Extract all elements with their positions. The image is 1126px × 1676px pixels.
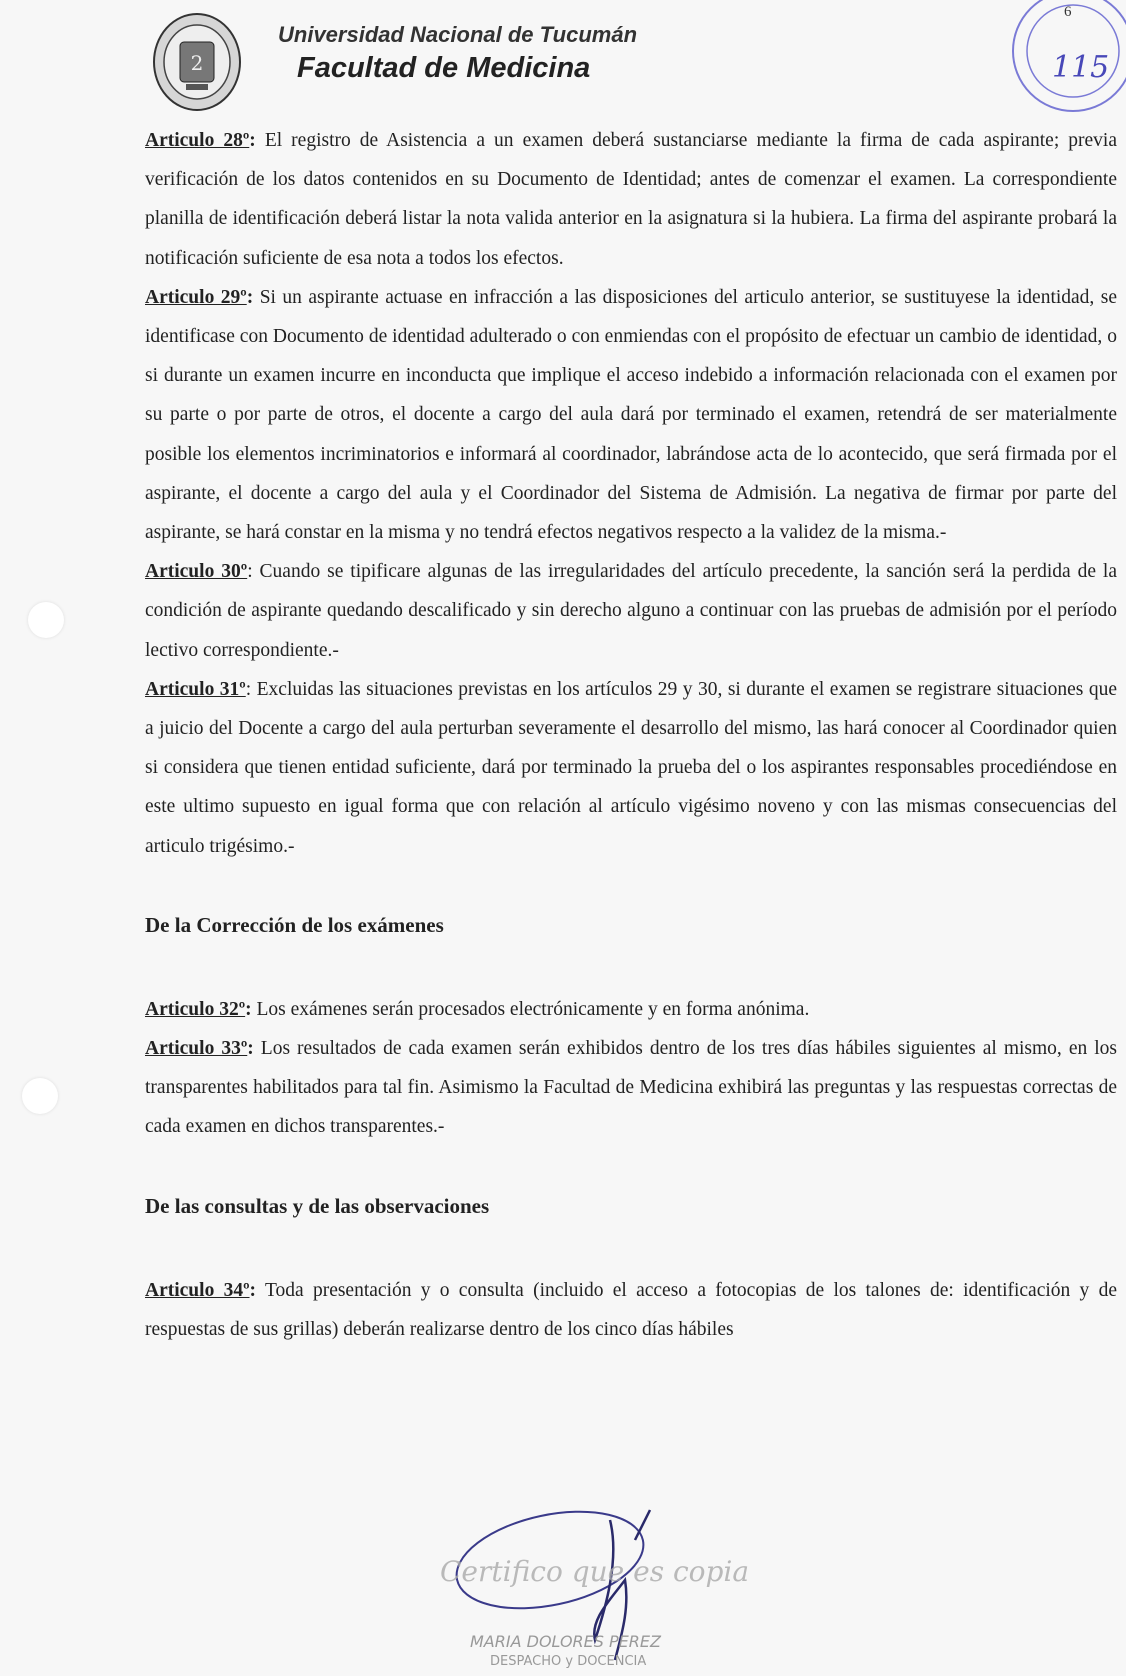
article-text: El registro de Asistencia a un examen deberá sustanciarse mediante la firma de cada aspirante; previa verificación de los datos contenidos en su Documento de Identidad; antes de comenzar el examen. La correspondiente planilla de identificación deberá listar la nota valida anterior en la asignatura si la hubiera. La firma del aspirante probará la notificación suficiente de esa nota a todos los efectos. bbox=[145, 130, 1117, 269]
faculty-name: Facultad de Medicina bbox=[297, 52, 591, 84]
article-text: Los resultados de cada examen serán exhibidos dentro de los tres días hábiles siguientes al mismo, en los transparentes habilitados para tal fin. Asimismo la Facultad de Medicina exhibirá las preguntas y las respuestas correctas de cada examen en dichos transparentes.- bbox=[145, 1038, 1117, 1138]
article-29: Articulo 29º: Si un aspirante actuase en infracción a las disposiciones del articulo anterior, se sustituyese la identidad, se identificase con Documento de identidad adulterado o con enmiendas con el propósito de efectuar un cambio de identidad, o si durante un examen incurre en inconducta que implique el acceso indebido a información relacionada con el examen por su parte o por parte de otros, el docente a cargo del aula dará por terminado el examen, retendrá de ser materialmente posible los elementos incriminatorios e informará al coordinador, labrándose acta de lo acontecido, que será firmada por el aspirante, el docente a cargo del aula y el Coordinador del Sistema de Admisión. La negativa de firmar por parte del aspirante, se hará constar en la misma y no tendrá efectos negativos respecto a la validez de la misma.- bbox=[145, 286, 1118, 544]
article-label: Articulo 30º bbox=[145, 561, 248, 583]
university-name: Universidad Nacional de Tucumán bbox=[278, 22, 638, 47]
article-label: Articulo 32º bbox=[145, 998, 246, 1020]
section-heading-correccion: De la Corrección de los exámenes bbox=[145, 912, 444, 937]
article-30: Articulo 30º: Cuando se tipificare algunas de las irregularidades del artículo precedente, la sanción será la perdida de la condición de aspirante quedando descalificado y sin derecho alguno a continuar con las pruebas de admisión por el período lectivo correspondiente.- bbox=[145, 561, 1117, 661]
article-text: Toda presentación y o consulta (incluido el acceso a fotocopias de los talones de: identificación y de respuestas de sus grillas) deberán realizarse dentro de los cinco días hábiles bbox=[145, 1279, 1117, 1340]
official-name-stamp: MARIA DOLORES PEREZ bbox=[470, 1632, 661, 1651]
article-33: Articulo 33º: Los resultados de cada examen serán exhibidos dentro de los tres días hábiles siguientes al mismo, en los transparentes habilitados para tal fin. Asimismo la Facultad de Medicina exhibirá las preguntas y las respuestas correctas de cada examen en dichos transparentes.- bbox=[145, 1038, 1117, 1138]
article-28: Articulo 28º: El registro de Asistencia a un examen deberá sustanciarse mediante la firma de cada aspirante; previa verificación de los datos contenidos en su Documento de Identidad; antes de comenzar el examen. La correspondiente planilla de identificación deberá listar la nota valida anterior en la asignatura si la hubiera. La firma del aspirante probará la notificación suficiente de esa nota a todos los efectos. bbox=[145, 130, 1117, 269]
article-label: Articulo 33º bbox=[145, 1038, 248, 1060]
document-body bbox=[145, 121, 1117, 1349]
article-label: Articulo 28º bbox=[145, 130, 250, 151]
section-heading-consultas: De las consultas y de las observaciones bbox=[145, 1193, 490, 1218]
article-text: Excluidas las situaciones previstas en los artículos 29 y 30, si durante el examen se registrare situaciones que a juicio del Docente a cargo del aula perturban severamente el desarrollo del mismo, las hará conocer al Coordinador quien si considera que tienen entidad suficiente, dará por terminado la prueba del o los aspirantes responsables procediéndose en este ultimo supuesto en igual forma que con relación al artículo vigésimo noveno y con las mismas consecuencias del articulo trigésimo.- bbox=[145, 678, 1117, 857]
svg-text:2: 2 bbox=[190, 51, 204, 75]
article-label: Articulo 34º bbox=[145, 1279, 250, 1301]
page-corner-number: 6 bbox=[1064, 4, 1072, 20]
punch-hole-upper bbox=[28, 602, 64, 638]
stamp-folio-number: 115 bbox=[1052, 50, 1110, 85]
article-31: Articulo 31º: Excluidas las situaciones previstas en los artículos 29 y 30, si durante el examen se registrare situaciones que a juicio del Docente a cargo del aula perturban severamente el desarrollo del mismo, las hará conocer al Coordinador quien si considera que tienen entidad suficiente, dará por terminado la prueba del o los aspirantes responsables procediéndose en este ultimo supuesto en igual forma que con relación al artículo vigésimo noveno y con las mismas consecuencias del articulo trigésimo.- bbox=[145, 678, 1117, 857]
punch-hole-lower bbox=[22, 1078, 58, 1114]
article-32: Articulo 32º: Los exámenes serán procesados electrónicamente y en forma anónima. bbox=[145, 998, 810, 1020]
article-label: Articulo 29º bbox=[145, 286, 247, 308]
university-seal-icon bbox=[152, 12, 242, 112]
article-text: Si un aspirante actuase en infracción a las disposiciones del articulo anterior, se sustituyese la identidad, se identificase con Documento de identidad adulterado o con enmiendas con el propósito de efectuar un cambio de identidad, o si durante un examen incurre en inconducta que implique el acceso indebido a información relacionada con el examen por su parte o por parte de otros, el docente a cargo del aula dará por terminado el examen, retendrá de ser materialmente posible los elementos incriminatorios e informará al coordinador, labrándose acta de lo acontecido, que será firmada por el aspirante, el docente a cargo del aula y el Coordinador del Sistema de Admisión. La negativa de firmar por parte del aspirante, se hará constar en la misma y no tendrá efectos negativos respecto a la validez de la misma.- bbox=[145, 286, 1118, 544]
article-text: Cuando se tipificare algunas de las irregularidades del artículo precedente, la sanción será la perdida de la condición de aspirante quedando descalificado y sin derecho alguno a continuar con las pruebas de admisión por el período lectivo correspondiente.- bbox=[145, 561, 1117, 661]
article-text: Los exámenes serán procesados electrónicamente y en forma anónima. bbox=[256, 998, 810, 1020]
letterhead bbox=[0, 0, 1126, 125]
department-stamp: DESPACHO y DOCENCIA bbox=[490, 1654, 647, 1669]
article-34: Articulo 34º: Toda presentación y o consulta (incluido el acceso a fotocopias de los talones de: identificación y de respuestas de sus grillas) deberán realizarse dentro de los cinco días hábiles bbox=[145, 1279, 1117, 1340]
certification-stamp-text: Certifico que es copia bbox=[440, 1555, 750, 1588]
article-label: Articulo 31º bbox=[145, 678, 246, 700]
